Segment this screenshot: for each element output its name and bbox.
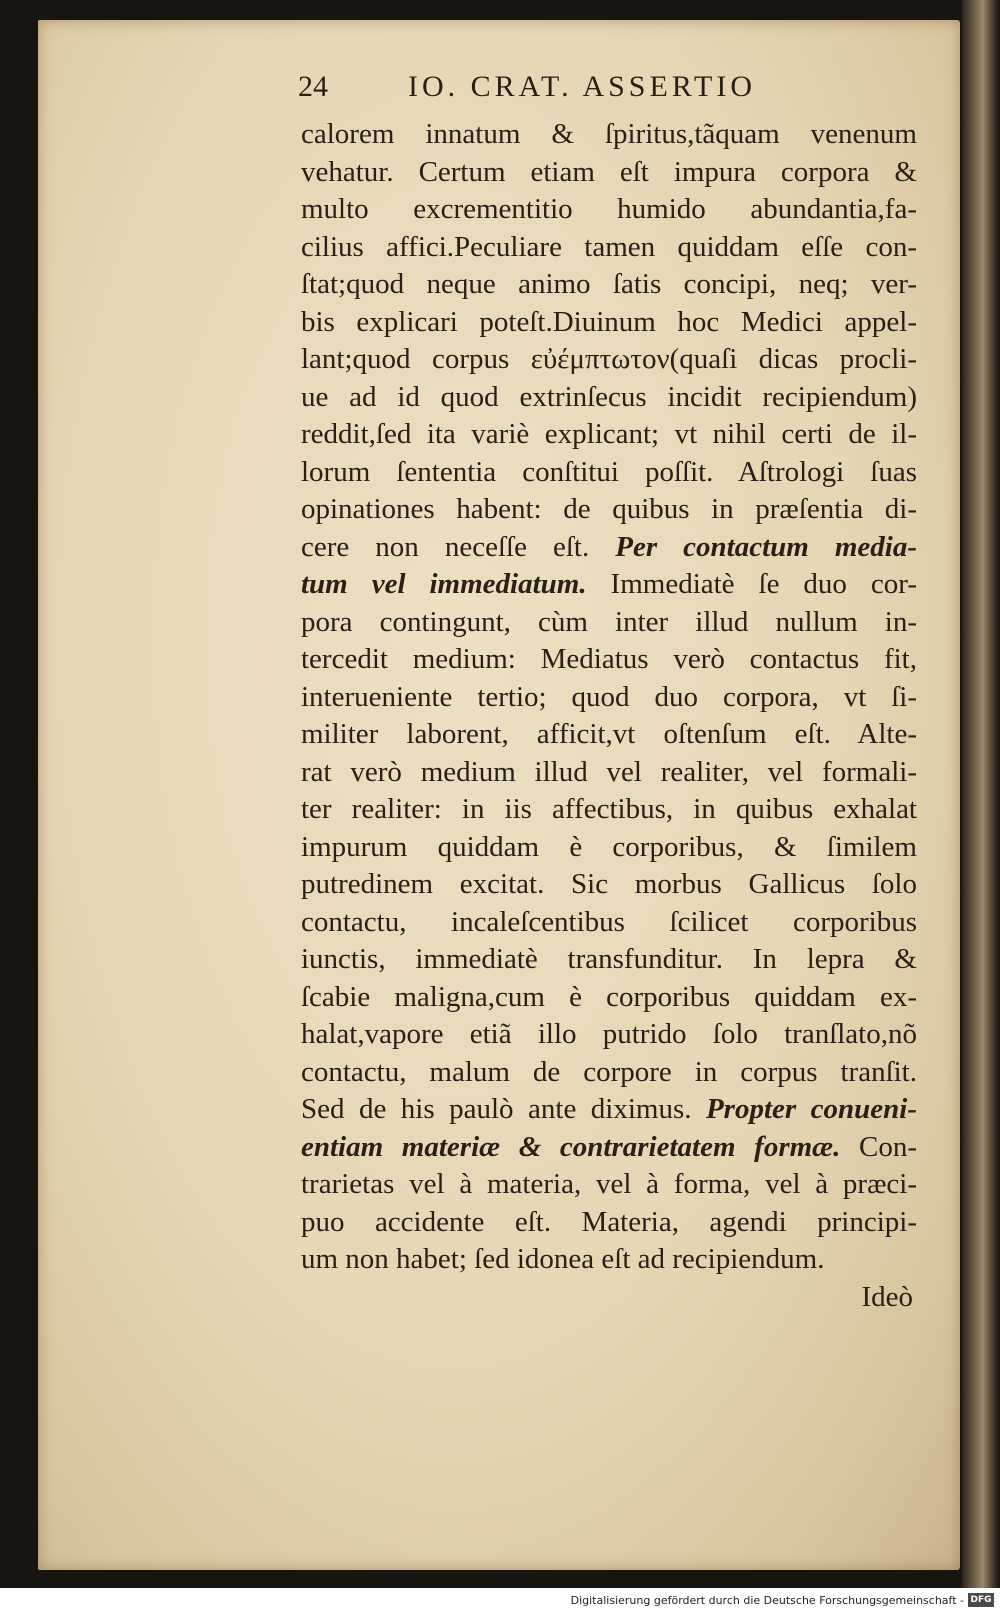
text-line <box>301 1166 917 1204</box>
text-run: impurum quiddam è corporibus, & ſimilem <box>301 830 917 863</box>
footer-credit: Digitalisierung gefördert durch die Deutsche Forschungsgemeinschaft - <box>570 1594 964 1607</box>
text-line <box>301 716 917 754</box>
text-run: um non habet; ſed idonea eſt ad recipiendum. <box>301 1243 825 1275</box>
text-run: Con- <box>840 1130 917 1163</box>
text-line <box>301 416 917 454</box>
text-line <box>301 304 917 342</box>
text-line <box>301 1241 917 1279</box>
text-run: tercedit medium: Mediatus verò contactus fit, <box>301 643 917 675</box>
text-line <box>301 1129 917 1167</box>
text-line <box>301 566 917 604</box>
text-line <box>301 941 917 979</box>
italic-phrase: Propter conueni- <box>705 1093 917 1125</box>
text-run: halat,vapore etiã illo putrido ſolo tranſlato,nõ <box>301 1018 917 1050</box>
text-line <box>301 229 917 267</box>
body-text <box>301 116 917 1316</box>
italic-phrase: tum vel immediatum. <box>301 568 587 600</box>
page-number: 24 <box>298 70 328 103</box>
text-run: vehatur. Certum etiam eſt impura corpora & <box>301 155 917 188</box>
text-run: Sed de his paulò ante diximus. <box>301 1093 706 1125</box>
text-line <box>301 341 917 379</box>
text-line <box>301 866 917 904</box>
text-line <box>301 454 917 492</box>
text-run: interueniente tertio; quod duo corpora, vt ſi- <box>301 680 917 713</box>
facing-page-edge <box>962 0 1000 1588</box>
text-run: cilius affici.Peculiare tamen quiddam eſſe con- <box>301 230 917 263</box>
text-run: ter realiter: in iis affectibus, in quibus exhalat <box>301 793 917 825</box>
text-line <box>301 791 917 829</box>
text-run: multo excrementitio humido abundantia,fa- <box>301 193 917 225</box>
text-line <box>301 1091 917 1129</box>
text-run: bis explicari poteſt.Diuinum hoc Medici appel- <box>301 305 917 338</box>
text-line <box>301 904 917 942</box>
text-run: trarietas vel à materia, vel à forma, vel à præci- <box>301 1168 917 1200</box>
text-run: rat verò medium illud vel realiter, vel formali- <box>301 755 917 788</box>
text-run: iunctis, immediatè transfunditur. In lepra & <box>301 943 917 975</box>
text-line <box>301 191 917 229</box>
text-run: ſtat;quod neque animo ſatis concipi, neq; ver- <box>301 268 917 300</box>
text-line <box>301 1016 917 1054</box>
text-run: calorem innatum & ſpiritus,tãquam venenum <box>301 118 917 150</box>
text-line <box>301 266 917 304</box>
text-run: Immediatè ſe duo cor- <box>586 568 917 600</box>
catchword: Ideò <box>861 1280 913 1313</box>
text-line <box>301 641 917 679</box>
dfg-logo-icon: DFG <box>968 1593 994 1607</box>
text-run: reddit,ſed ita variè explicant; vt nihil certi de il- <box>301 418 917 450</box>
text-line <box>301 829 917 867</box>
italic-phrase: entiam materiæ & contrarietatem formæ. <box>301 1130 841 1163</box>
text-line <box>301 379 917 417</box>
running-head <box>298 70 818 112</box>
text-line <box>301 529 917 567</box>
text-line <box>301 1204 917 1242</box>
text-run: lant;quod corpus εὐέμπτωτον(quaſi dicas procli- <box>301 343 917 375</box>
text-line <box>301 154 917 192</box>
text-line <box>301 604 917 642</box>
text-run: opinationes habent: de quibus in præſentia di- <box>301 493 917 525</box>
text-line <box>301 116 917 154</box>
text-run: puo accidente eſt. Materia, agendi principi- <box>301 1205 917 1238</box>
text-line <box>301 754 917 792</box>
text-run: contactu, incaleſcentibus ſcilicet corporibus <box>301 905 917 938</box>
text-run: putredinem excitat. Sic morbus Gallicus ſolo <box>301 868 917 900</box>
text-run: ue ad id quod extrinſecus incidit recipiendum) <box>301 380 917 413</box>
text-line <box>301 679 917 717</box>
text-run: cere non neceſſe eſt. <box>301 530 616 563</box>
text-line <box>301 979 917 1017</box>
italic-phrase: Per contactum media- <box>615 530 918 563</box>
text-line <box>301 1054 917 1092</box>
text-run: contactu, malum de corpore in corpus tranſit. <box>301 1055 917 1088</box>
text-line <box>301 491 917 529</box>
footer-strip <box>0 1588 1000 1613</box>
running-head-title: IO. CRAT. ASSERTIO <box>408 70 757 103</box>
text-run: pora contingunt, cùm inter illud nullum in- <box>301 605 917 638</box>
text-run: militer laborent, afficit,vt oſtenſum eſt. Alte- <box>301 718 917 750</box>
text-run: ſcabie maligna,cum è corporibus quiddam ex- <box>301 980 917 1013</box>
text-run: lorum ſententia conſtitui poſſit. Aſtrologi ſuas <box>301 455 917 488</box>
